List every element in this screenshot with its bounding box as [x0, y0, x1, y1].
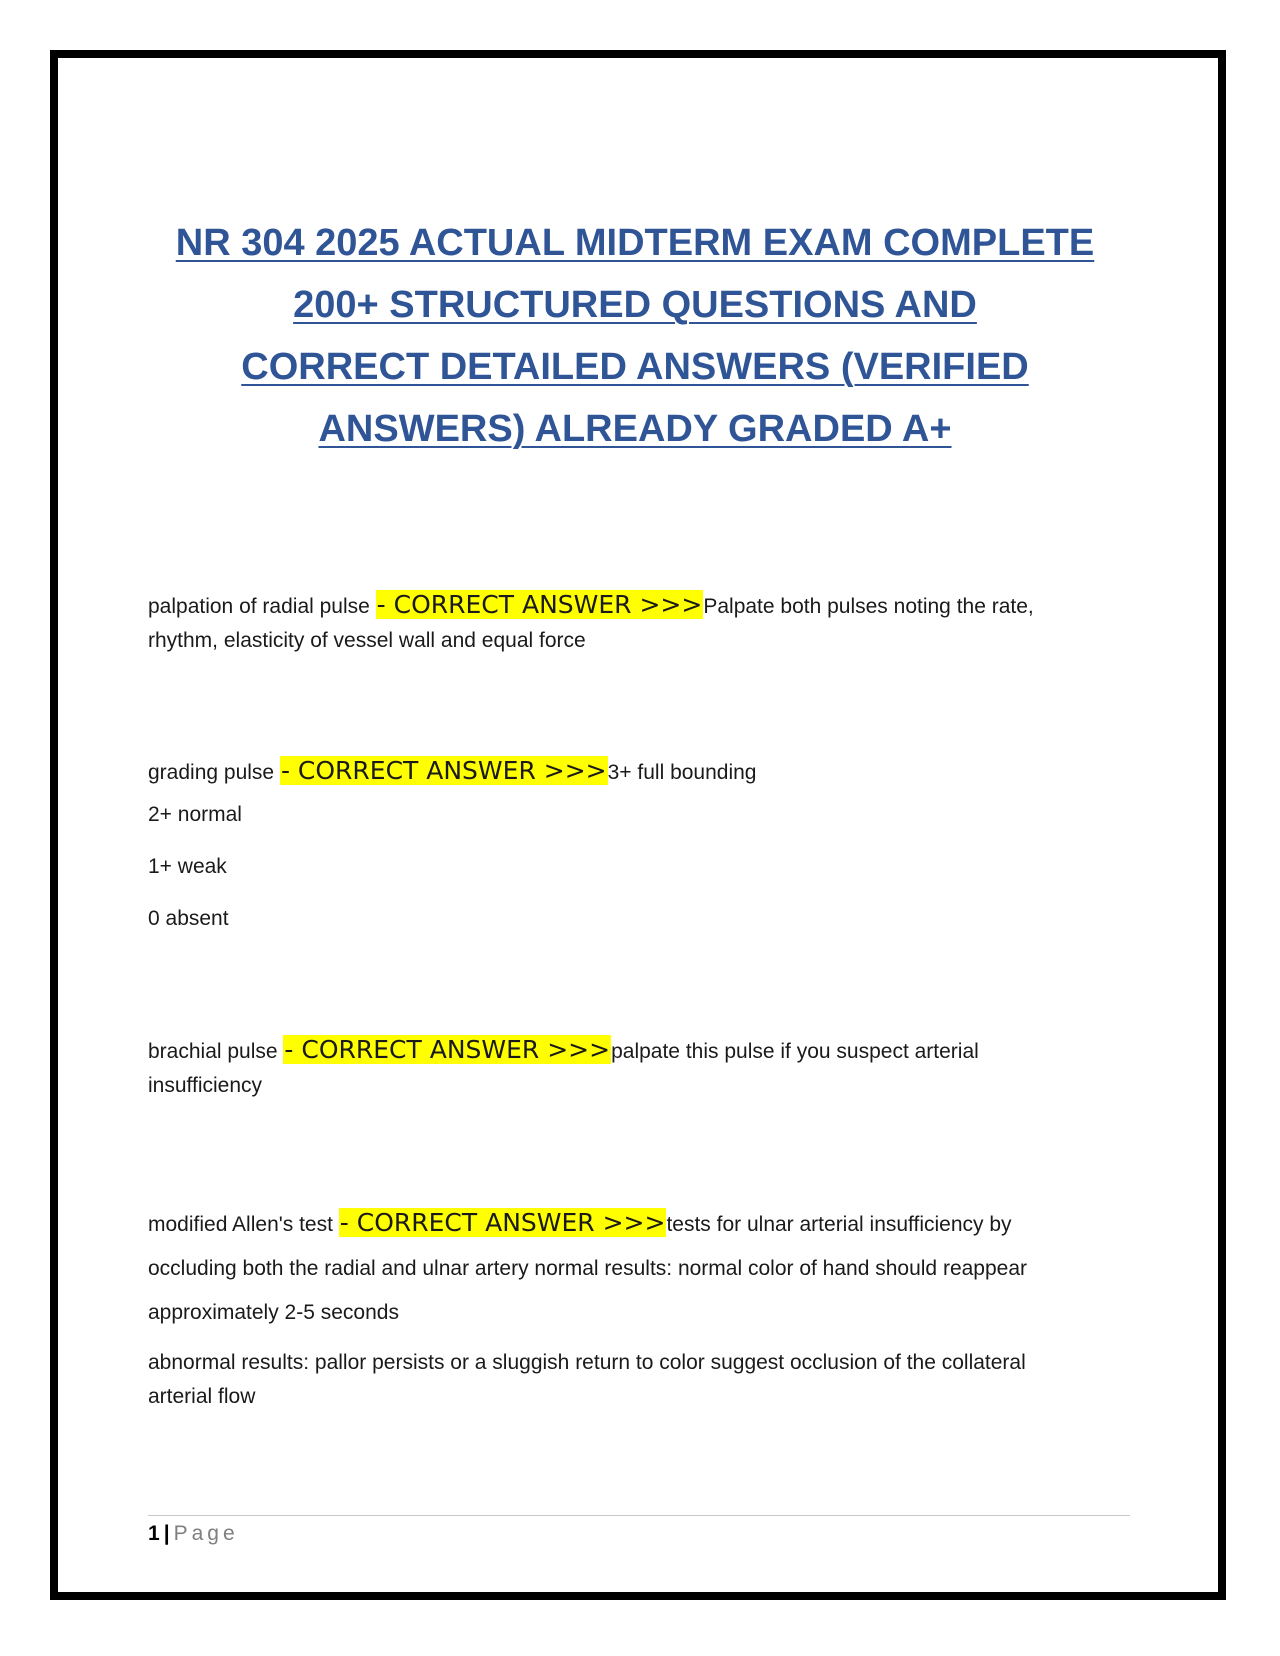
footer-divider — [148, 1515, 1130, 1516]
answer-text: tests for ulnar arterial insufficiency by — [666, 1213, 1012, 1236]
answer-text-continued: occluding both the radial and ulnar artery normal results: normal color of hand should reappear — [148, 1257, 1028, 1280]
entry-radial-pulse — [148, 588, 1148, 658]
title-line-4: ANSWERS) ALREADY GRADED A+ — [318, 408, 952, 450]
answer-text-continued: approximately 2-5 seconds — [148, 1301, 399, 1324]
answer-text: 3+ full bounding — [607, 761, 757, 784]
correct-answer-marker: - CORRECT ANSWER >>> — [280, 756, 607, 785]
entry-grading-pulse — [148, 754, 1148, 790]
page-label: Page — [173, 1522, 239, 1545]
answer-text: palpate this pulse if you suspect arterial — [611, 1040, 979, 1063]
answer-text: Palpate both pulses noting the rate, — [703, 595, 1034, 618]
grade-line: 1+ weak — [148, 855, 227, 878]
question-text: palpation of radial pulse — [148, 595, 376, 618]
correct-answer-marker: - CORRECT ANSWER >>> — [376, 590, 703, 619]
document-title — [100, 212, 1170, 460]
page-footer — [148, 1519, 239, 1549]
abnormal-text: abnormal results: pallor persists or a sluggish return to color suggest occlusion of the collateral — [148, 1351, 1026, 1374]
title-line-3: CORRECT DETAILED ANSWERS (VERIFIED — [241, 346, 1029, 388]
entry-brachial-pulse — [148, 1033, 1148, 1103]
grade-line: 2+ normal — [148, 803, 242, 826]
grade-line: 0 absent — [148, 907, 229, 930]
abnormal-text-continued: arterial flow — [148, 1385, 256, 1408]
abnormal-results — [148, 1346, 1158, 1414]
answer-text-continued: rhythm, elasticity of vessel wall and equal force — [148, 629, 586, 652]
correct-answer-marker: - CORRECT ANSWER >>> — [339, 1208, 666, 1237]
entry-modified-allens-test — [148, 1201, 1158, 1335]
question-text: grading pulse — [148, 761, 280, 784]
answer-text-continued: insufficiency — [148, 1074, 263, 1097]
question-text: brachial pulse — [148, 1040, 284, 1063]
title-line-2: 200+ STRUCTURED QUESTIONS AND — [293, 284, 977, 326]
footer-separator: | — [163, 1522, 170, 1545]
question-text: modified Allen's test — [148, 1213, 339, 1236]
correct-answer-marker: - CORRECT ANSWER >>> — [284, 1035, 611, 1064]
title-line-1: NR 304 2025 ACTUAL MIDTERM EXAM COMPLETE — [175, 222, 1095, 264]
page-number: 1 — [148, 1522, 160, 1545]
